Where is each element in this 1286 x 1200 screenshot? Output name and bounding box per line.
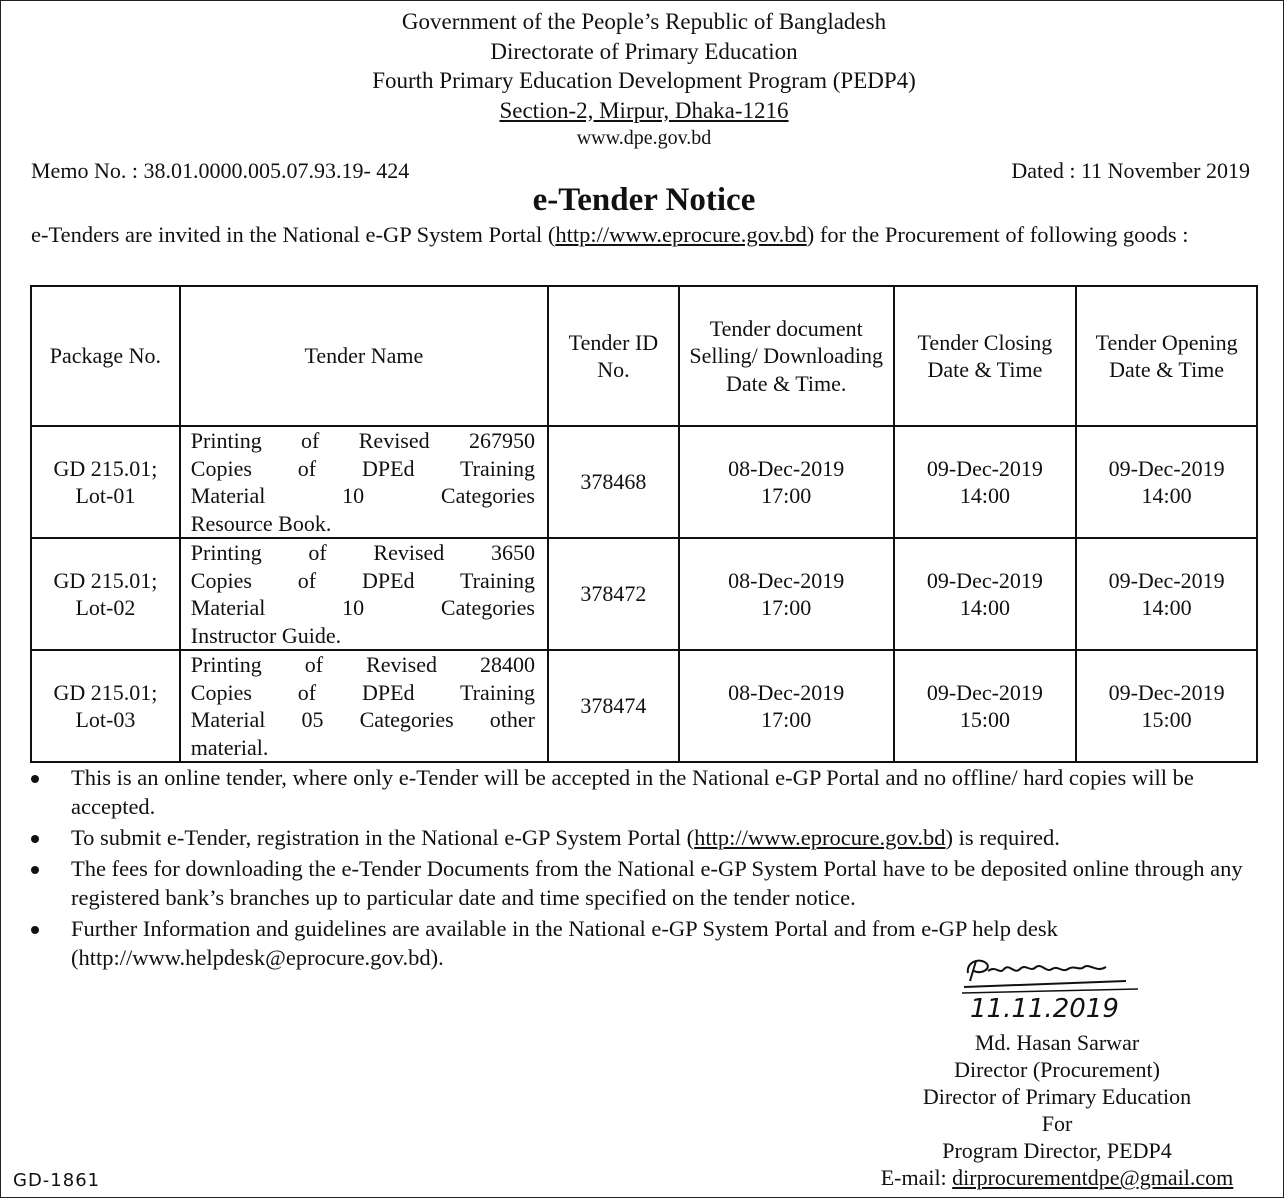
opening-date: 09-Dec-2019 15:00 — [1076, 650, 1257, 762]
gd-code: GD-1861 — [13, 1170, 101, 1191]
bullet-icon — [31, 775, 39, 783]
email-link[interactable]: dirprocurementdpe@gmail.com — [952, 1165, 1234, 1190]
intro-text-before: e-Tenders are invited in the National e-GP System Portal ( — [31, 222, 556, 247]
tender-id: 378468 — [548, 426, 679, 538]
signatory-program: Program Director, PEDP4 — [942, 1138, 1172, 1163]
package-no: GD 215.01; Lot-02 — [31, 538, 180, 650]
directorate-name: Directorate of Primary Education — [490, 38, 798, 64]
package-no: GD 215.01; Lot-01 — [31, 426, 180, 538]
signatory-office: Director of Primary Education — [922, 1084, 1192, 1109]
selling-date: 08-Dec-2019 17:00 — [679, 538, 894, 650]
header-tender-name: Tender Name — [180, 286, 548, 426]
eprocure-link[interactable]: http://www.eprocure.gov.bd — [694, 825, 946, 850]
eprocure-link[interactable]: http://www.eprocure.gov.bd — [555, 222, 807, 247]
notice-title: e-Tender Notice — [532, 182, 756, 218]
signatory-email: E-mail: dirprocurementdpe@gmail.com — [880, 1165, 1234, 1190]
tender-id: 378474 — [548, 650, 679, 762]
signature-date: 11.11.2019 — [970, 994, 1119, 1024]
bullet-icon — [31, 866, 39, 874]
header-package-no: Package No. — [31, 286, 180, 426]
program-name: Fourth Primary Education Development Program (PEDP4) — [372, 68, 916, 93]
selling-date: 08-Dec-2019 17:00 — [679, 426, 894, 538]
tender-id: 378472 — [548, 538, 679, 650]
letterhead — [1, 7, 1286, 151]
signatory-name: Md. Hasan Sarwar — [974, 1030, 1140, 1055]
selling-date: 08-Dec-2019 17:00 — [679, 650, 894, 762]
list-item: Further Information and guidelines are available in the National e-GP System Portal and from e-GP help desk (http://www.helpdesk@eprocure.gov.bd). — [31, 914, 1257, 972]
list-item: To submit e-Tender, registration in the National e-GP System Portal (http://www.eprocure.gov.bd) is required. — [31, 823, 1257, 852]
opening-date: 09-Dec-2019 14:00 — [1076, 538, 1257, 650]
signatory-block — [867, 1029, 1247, 1191]
table-row — [31, 426, 1257, 538]
memo-number: Memo No. : 38.01.0000.005.07.93.19- 424 — [31, 158, 410, 183]
package-no: GD 215.01; Lot-03 — [31, 650, 180, 762]
list-item: The fees for downloading the e-Tender Documents from the National e-GP System Portal have to be deposited online through any registered bank’s branches up to particular date and time specified on the tender notice. — [31, 854, 1257, 912]
website[interactable]: www.dpe.gov.bd — [576, 127, 712, 149]
table-row — [31, 538, 1257, 650]
tender-name: Printing of Revised 3650 Copies of DPEd Training Material 10 Categories Instructor Guide. — [180, 538, 548, 650]
intro-text-after: ) for the Procurement of following goods : — [806, 222, 1189, 247]
tender-table — [30, 285, 1258, 763]
bullet-icon — [31, 835, 39, 843]
header-tender-id: Tender ID No. — [548, 286, 679, 426]
closing-date: 09-Dec-2019 15:00 — [894, 650, 1077, 762]
opening-date: 09-Dec-2019 14:00 — [1076, 426, 1257, 538]
notes-list — [31, 763, 1257, 974]
list-item: This is an online tender, where only e-Tender will be accepted in the National e-GP Portal and no offline/ hard copies will be accepted. — [31, 763, 1257, 821]
office-address: Section-2, Mirpur, Dhaka-1216 — [499, 97, 789, 123]
table-row — [31, 650, 1257, 762]
header-closing-date: Tender Closing Date & Time — [894, 286, 1077, 426]
tender-name: Printing of Revised 267950 Copies of DPEd Training Material 10 Categories Resource Book. — [180, 426, 548, 538]
closing-date: 09-Dec-2019 14:00 — [894, 426, 1077, 538]
intro-paragraph — [31, 220, 1257, 249]
memo-date: Dated : 11 November 2019 — [1011, 158, 1250, 183]
handwritten-signature — [956, 951, 1146, 1027]
signatory-title: Director (Procurement) — [954, 1057, 1160, 1082]
header-opening-date: Tender Opening Date & Time — [1076, 286, 1257, 426]
header-selling-date: Tender document Selling/ Downloading Date & Time. — [679, 286, 894, 426]
closing-date: 09-Dec-2019 14:00 — [894, 538, 1077, 650]
tender-name: Printing of Revised 28400 Copies of DPEd Training Material 05 Categories other material. — [180, 650, 548, 762]
signatory-for: For — [1041, 1111, 1073, 1136]
govt-name: Government of the People’s Republic of Bangladesh — [401, 9, 887, 34]
table-header-row — [31, 286, 1257, 426]
bullet-icon — [31, 926, 39, 934]
